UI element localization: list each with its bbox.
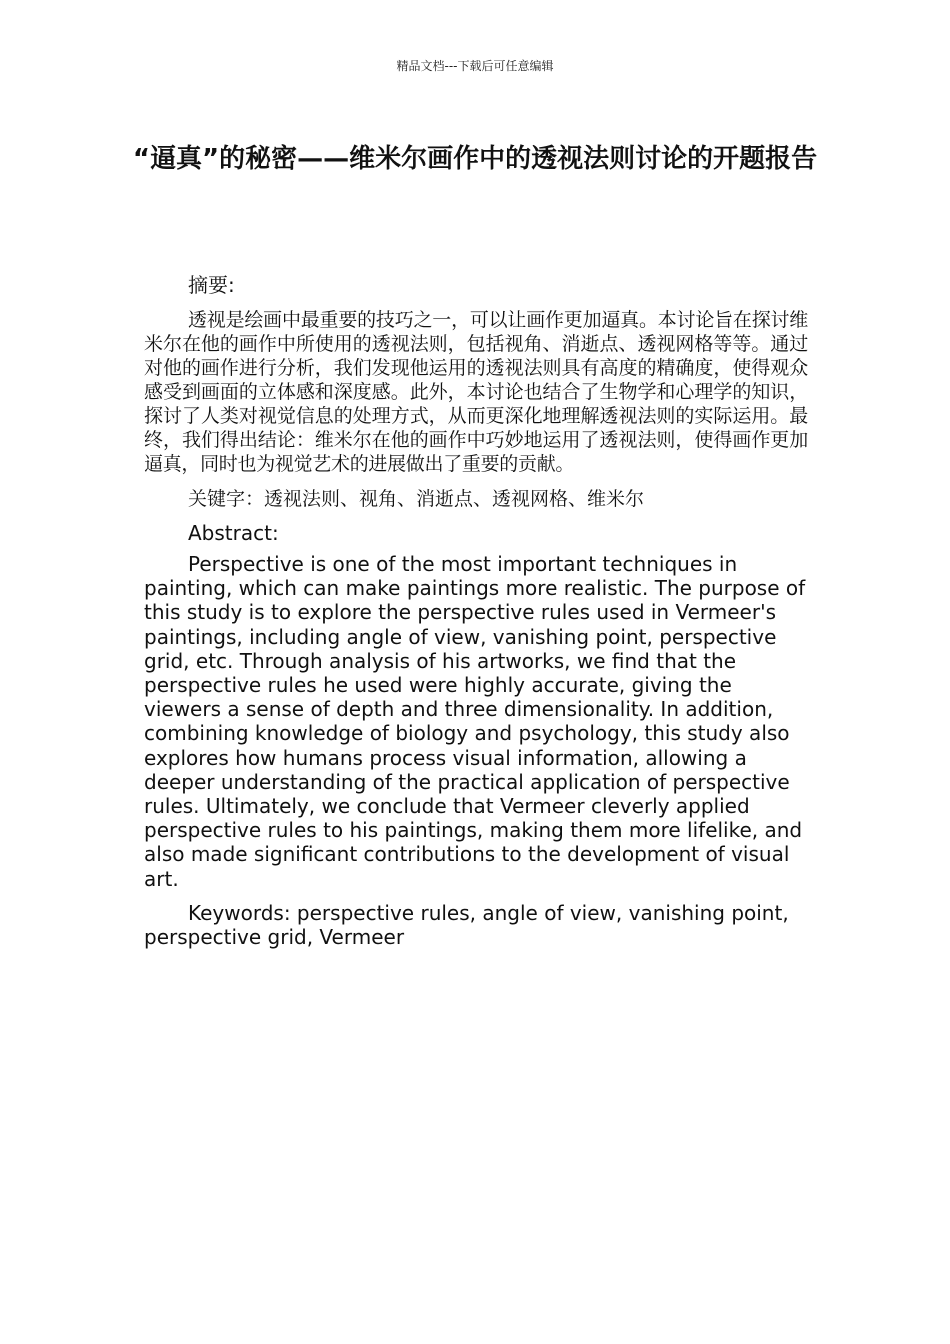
abstract-cn-paragraph: 透视是绘画中最重要的技巧之一，可以让画作更加逼真。本讨论旨在探讨维米尔在他的画作中所使用的透视法则，包括视角、消逝点、透视网格等等。通过对他的画作进行分析，我们发现他运用的透视法则具有高度的精确度，使得观众感受到画面的立体感和深度感。此外，本讨论也结合了生物学和心理学的知识，探讨了人类对视觉信息的处理方式，从而更深化地理解透视法则的实际运用。最终，我们得出结论：维米尔在他的画作中巧妙地运用了透视法则，使得画作更加逼真，同时也为视觉艺术的进展做出了重要的贡献。 xyxy=(144,309,808,475)
document-title: “逼真”的秘密——维米尔画作中的透视法则讨论的开题报告 xyxy=(132,144,818,174)
abstract-en-label: Abstract: xyxy=(188,521,279,545)
document-body xyxy=(144,270,808,949)
header-note: 精品文档---下载后可任意编辑 xyxy=(396,59,554,73)
abstract-en-paragraph: Perspective is one of the most important techniques in painting, which can make paintings more realistic. The purpose of this study is to explore the perspective rules used in Vermeer's paintings, including angle of view, vanishing point, perspective grid, etc. Through analysis of his artworks, we find that the perspective rules he used were highly accurate, giving the viewers a sense of depth and three dimensionality. In addition, combining knowledge of biology and psychology, this study also explores how humans process visual information, allowing a deeper understanding of the practical application of perspective rules. Ultimately, we conclude that Vermeer cleverly applied perspective rules to his paintings, making them more lifelike, and also made significant contributions to the development of visual art. xyxy=(144,552,806,891)
keywords-en: Keywords: perspective rules, angle of view, vanishing point, perspective grid, Vermeer xyxy=(144,900,789,950)
abstract-cn-label: 摘要: xyxy=(188,273,235,297)
keywords-cn: 关键字：透视法则、视角、消逝点、透视网格、维米尔 xyxy=(188,488,645,510)
